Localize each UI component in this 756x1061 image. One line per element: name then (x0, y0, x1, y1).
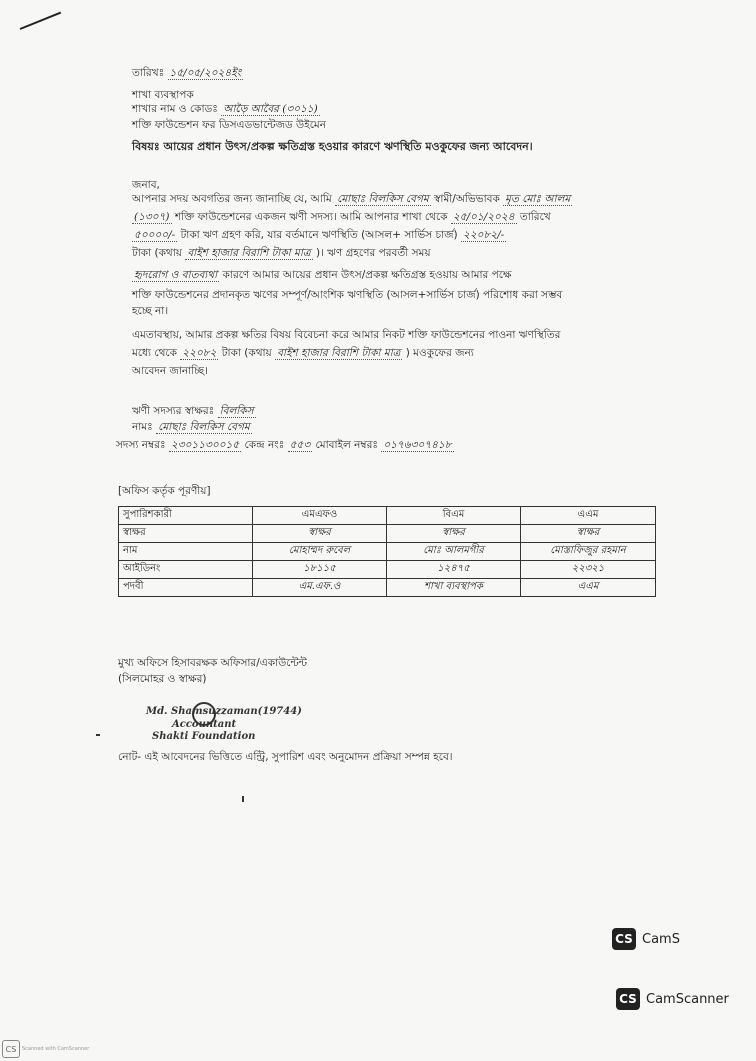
row-label: স্বাক্ষর (119, 525, 253, 543)
body-line-5 (132, 268, 512, 282)
member-signature-line (132, 404, 256, 418)
body-text: স্বামী/অভিভাবক (434, 193, 500, 205)
center-no: ৫৫৩ (289, 439, 311, 451)
camscanner-logo-icon: CS (616, 988, 640, 1010)
row-label: আইডিনং (119, 561, 253, 579)
body-line-7: হচ্ছে না। (132, 305, 169, 317)
body-line-4 (132, 246, 431, 260)
footer-note: নোট- এই আবেদনের ভিত্তিতে এন্ট্রি, সুপারিশ এবং অনুমোদন প্রক্রিয়া সম্পন্ন হবে। (118, 751, 453, 763)
body-text: কারণে আমার আয়ের প্রধান উৎস/প্রকল্প ক্ষতিগ্রস্ত হওয়ায় আমার পক্ষে (222, 269, 512, 281)
camscanner-corner-icon: CS (2, 1040, 20, 1058)
salutation: জনাব, (132, 179, 160, 191)
camscanner-logo-icon: CS (612, 928, 636, 950)
row-label: নাম (119, 543, 253, 561)
body-text: ) মওকুফের জন্য (405, 347, 474, 359)
date-line (132, 66, 243, 80)
body-text: টাকা (কথায় (132, 247, 182, 259)
table-header-cell: বিএম (387, 507, 521, 525)
member-signature-label: ঋণী সদস্যর স্বাক্ষরঃ (132, 405, 215, 417)
member-name-label: নামঃ (132, 421, 153, 433)
body-text: )। ঋণ গ্রহণের পরবর্তী সময় (315, 247, 431, 259)
table-row (119, 579, 656, 597)
body-text: তারিখে (519, 211, 551, 223)
member-no-label: সদস্য নম্বরঃ (116, 439, 166, 451)
table-cell: স্বাক্ষর (253, 525, 387, 543)
para2-line-2 (132, 346, 474, 360)
camscanner-brand-full: CamScanner (646, 991, 729, 1007)
member-code: (১৩০৭) (134, 211, 170, 223)
loan-date: ২৫/০১/২০২৪ (452, 211, 515, 223)
amount-in-words: বাইশ হাজার বিরাশি টাকা মাত্র (187, 247, 311, 259)
member-no: ২৩০১১৩০০১৫ (170, 439, 240, 451)
body-line-2 (132, 210, 551, 224)
table-cell: মোহাম্মদ রুবেল (253, 543, 387, 561)
subject-line: বিষয়ঃ আয়ের প্রধান উৎস/প্রকল্প ক্ষতিগ্রস্ত হওয়ার কারণে ঋণস্থিতি মওকুফের জন্য আবেদন। (132, 140, 533, 153)
body-line-1 (132, 192, 572, 206)
office-approval-table (118, 506, 656, 597)
branch-line (132, 102, 320, 116)
member-name: মোছাঃ বিলকিস বেগম (158, 421, 250, 433)
date-value: ১৫/০৫/২০২৪ইং (169, 67, 242, 79)
scan-speck (96, 734, 100, 736)
guardian-name: মৃত মোঃ আলম (505, 193, 571, 205)
table-row (119, 525, 656, 543)
recipient-line: শাখা ব্যবস্থাপক (132, 89, 194, 101)
scan-speck (242, 796, 244, 802)
loan-amount: ৫০০০০/- (134, 229, 176, 241)
stamp-title: Accountant (172, 719, 237, 730)
para2-line-1: এমতাবস্থায়, আমার প্রকল্প ক্ষতির বিষয় বিবেচনা করে আমার নিকট শক্তি ফাউন্ডেশনের পাওনা ঋণস্থিতির (132, 329, 561, 341)
table-cell: মোস্তাফিজুর রহমান (521, 543, 656, 561)
date-label: তারিখঃ (132, 67, 165, 79)
pen-stroke (20, 12, 62, 30)
camscanner-watermark-small (612, 928, 680, 950)
camscanner-watermark (616, 988, 729, 1010)
table-cell: মোঃ আলমগীর (387, 543, 521, 561)
waiver-amount: ২২০৮২ (182, 347, 217, 359)
body-text: টাকা ঋণ গ্রহণ করি, যার বর্তমানে ঋণস্থিতি (আসল+ সার্ভিস চার্জ) (180, 229, 458, 241)
table-cell: স্বাক্ষর (521, 525, 656, 543)
organization-line: শক্তি ফাউন্ডেশন ফর ডিসএডভান্টেজড উইমেন (132, 119, 327, 131)
table-header-cell: এমএফও (253, 507, 387, 525)
applicant-name: মোছাঃ বিলকিস বেগম (337, 193, 429, 205)
table-cell: শাখা ব্যবস্থাপক (387, 579, 521, 597)
table-header-row (119, 507, 656, 525)
damage-reason: হৃদরোগ ও বাতব্যথা (134, 269, 218, 281)
waiver-amount-words: বাইশ হাজার বিরাশি টাকা মাত্র (277, 347, 401, 359)
branch-label: শাখার নাম ও কোডঃ (132, 103, 218, 115)
body-text: শক্তি ফাউন্ডেশনের একজন ঋণী সদস্য। আমি আপনার শাখা থেকে (174, 211, 448, 223)
body-line-3 (132, 228, 506, 242)
row-label: পদবী (119, 579, 253, 597)
table-header-cell: এএম (521, 507, 656, 525)
body-text: মধ্যে থেকে (132, 347, 177, 359)
table-cell: ১২৪৭৫ (387, 561, 521, 579)
branch-value: আড়ৈ আবৈর (৩০১১) (223, 103, 318, 115)
body-text: টাকা (কথায় (221, 347, 272, 359)
member-signature: বিলকিস (219, 405, 254, 417)
table-header-cell: সুপারিশকারী (119, 507, 253, 525)
center-label: কেন্দ্র নংঃ (244, 439, 285, 451)
table-cell: স্বাক্ষর (387, 525, 521, 543)
member-id-line (116, 438, 454, 452)
office-caption: [অফিস কর্তৃক পূরণীয়] (118, 485, 211, 497)
table-cell: ১৮১১৫ (253, 561, 387, 579)
member-name-line (132, 420, 252, 434)
loan-balance: ২২০৮২/- (463, 229, 505, 241)
table-row (119, 561, 656, 579)
table-cell: ২২৩২১ (521, 561, 656, 579)
body-line-6: শক্তি ফাউন্ডেশনের প্রদানকৃত ঋণের সম্পূর্ণ/আংশিক ঋণস্থিতি (আসল+সার্ভিস চার্জ) পরিশোধ করা সম্ভব (132, 289, 563, 301)
mobile-no: ০১৭৬৩০৭৪১৮ (383, 439, 452, 451)
para2-line-3: আবেদন জানাচ্ছি। (132, 365, 208, 377)
mobile-label: মোবাইল নম্বরঃ (315, 439, 378, 451)
table-cell: এম.এফ.ও (253, 579, 387, 597)
body-text: আপনার সদয় অবগতির জন্য জানাচ্ছি যে, আমি (132, 193, 332, 205)
table-cell: এএম (521, 579, 656, 597)
table-row (119, 543, 656, 561)
camscanner-brand-short: CamS (642, 931, 680, 947)
approver-seal-note: (সিলমোহর ও স্বাক্ষর) (118, 673, 207, 685)
stamp-name: Md. Shamsuzzaman(19744) (146, 706, 302, 717)
camscanner-corner-text: Scanned with CamScanner (22, 1046, 90, 1052)
stamp-org: Shakti Foundation (152, 731, 256, 742)
approver-title: মুখ্য অফিসে হিসাবরক্ষক অফিসার/একাউন্টেন্ট (118, 657, 308, 669)
